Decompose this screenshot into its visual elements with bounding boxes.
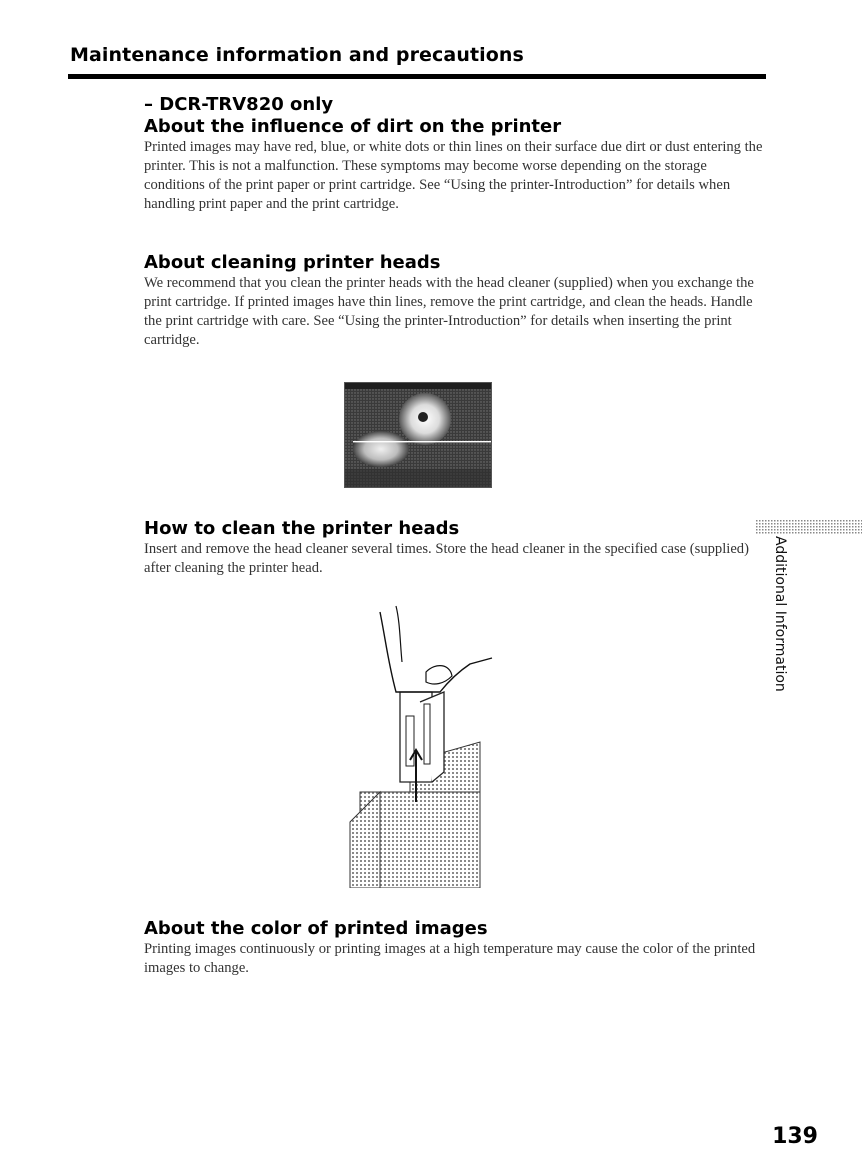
side-tab-text: Additional Information <box>772 536 788 692</box>
section-body: Printing images continuously or printing images at a high temperature may cause the color of the printed images to change. <box>144 941 756 976</box>
section-body: Insert and remove the head cleaner several times. Store the head cleaner in the specified case (supplied) after cleaning the printer head. <box>144 541 749 576</box>
section-body: Printed images may have red, blue, or white dots or thin lines on their surface due dirt or dust entering the printer. This is not a malfunction. These symptoms may become worse depending on the storage conditions of the print paper or print cartridge. See “Using the printer-Introduction” for details when handling print paper and the print cartridge. <box>144 139 763 212</box>
section-color <box>144 918 770 978</box>
section-heading: About the color of printed images <box>144 918 488 939</box>
section-cleaning-heads <box>144 252 770 350</box>
page-header: Maintenance information and precautions <box>70 44 524 66</box>
section-dirt-influence <box>144 94 770 214</box>
side-tab-label <box>770 536 790 696</box>
section-heading: About cleaning printer heads <box>144 252 441 273</box>
printed-image-with-lines <box>344 382 492 488</box>
section-heading: How to clean the printer heads <box>144 518 460 539</box>
head-cleaner-illustration <box>340 592 510 888</box>
section-body: We recommend that you clean the printer heads with the head cleaner (supplied) when you exchange the print cartridge. If printed images have thin lines, remove the print cartridge, and clean the heads. Handle the print cartridge with care. See “Using the printer-Introduction” for details when inserting the print cartridge. <box>144 275 754 348</box>
section-how-to-clean <box>144 518 770 578</box>
page-number: 139 <box>772 1124 818 1149</box>
section-heading: About the influence of dirt on the printer <box>144 116 562 137</box>
side-tab-marker <box>756 520 862 534</box>
section-heading-pre: – DCR-TRV820 only <box>144 94 334 115</box>
header-rule <box>68 74 766 79</box>
